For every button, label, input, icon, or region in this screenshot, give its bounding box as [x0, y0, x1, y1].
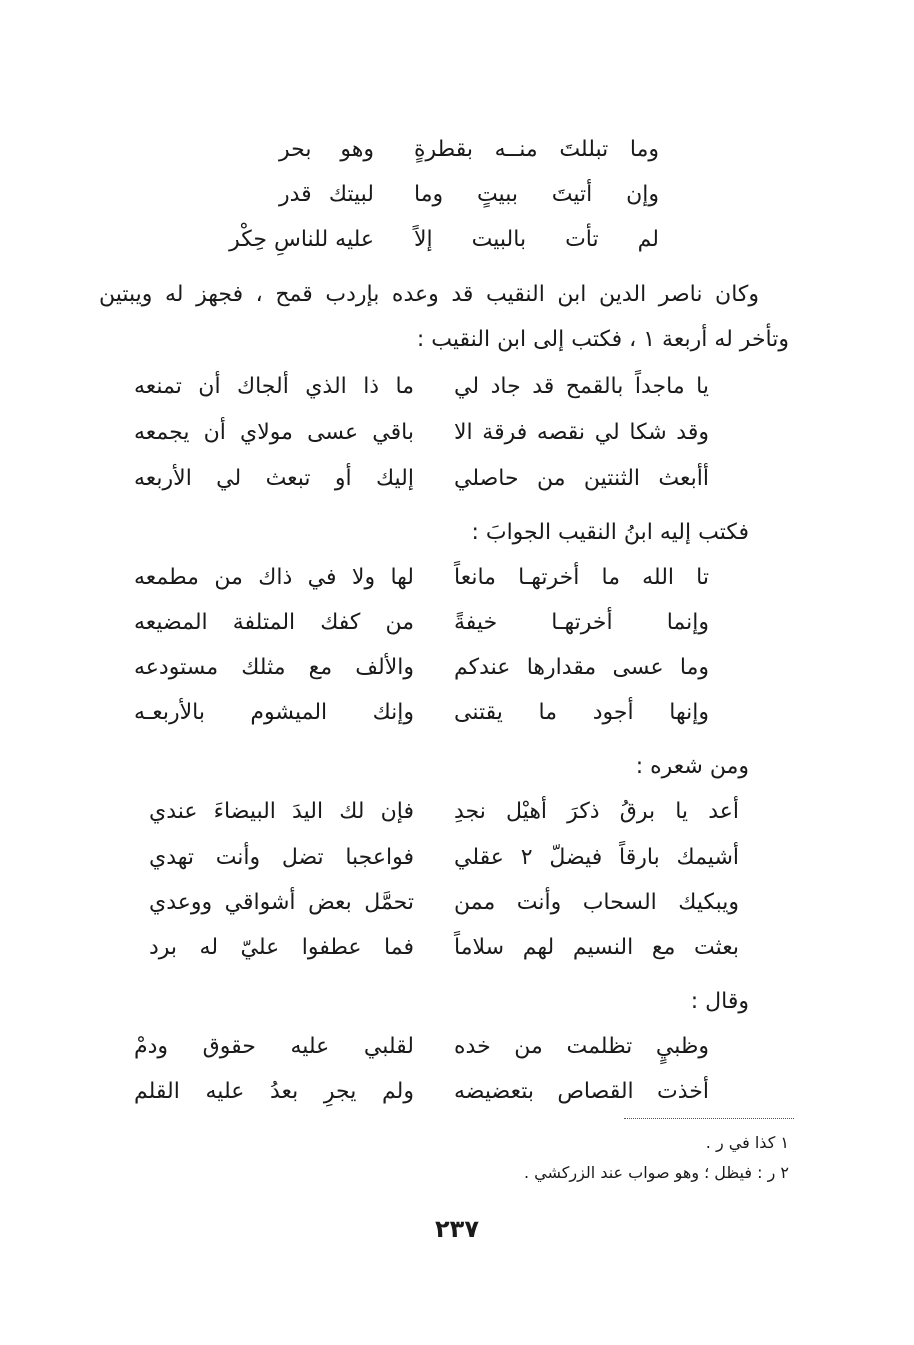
prose-paragraph-line: وتأخر له أربعة ١ ، فكتب إلى ابن النقيب : [416, 327, 789, 352]
prose-paragraph-line: وقال : [690, 989, 749, 1014]
verse-hemistich-second: لقلبي عليه حقوق ودمْ [134, 1034, 414, 1059]
verse-hemistich-first: أعد يا برقُ ذكرَ أهيْل نجدِ [454, 799, 739, 824]
verse-hemistich-first: بعثت مع النسيم لهم سلاماً [454, 935, 739, 960]
verse-hemistich-second: والألف مع مثلك مستودعه [134, 655, 414, 680]
verse-hemistich-second: فواعجبا تضل وأنت تهدي [149, 845, 414, 870]
verse-hemistich-second: ولم يجرِ بعدُ عليه القلم [134, 1079, 414, 1104]
verse-line [149, 797, 739, 827]
verse-hemistich-second: عليه للناسِ حِكْر [229, 227, 374, 252]
verse-line [134, 698, 709, 728]
footnote: ١ كذا في ر . [705, 1133, 789, 1152]
verse-hemistich-first: أشيمك بارقاً فيضلّ ٢ عقلي [454, 845, 739, 870]
verse-hemistich-first: وما عسى مقدارها عندكم [454, 655, 709, 680]
verse-line [149, 933, 739, 963]
prose-paragraph-line: وكان ناصر الدين ابن النقيب قد وعده بإردب قمح ، فجهز له ويبتين [99, 282, 759, 307]
verse-hemistich-second: باقي عسى مولاي أن يجمعه [134, 420, 414, 445]
verse-hemistich-first: وإنها أجود ما يقتنى [454, 700, 709, 725]
verse-hemistich-first: تا الله ما أخرتهـا مانعاً [454, 565, 709, 590]
verse-hemistich-first: وإنما أخرتهـا خيفةً [454, 610, 709, 635]
verse-line [134, 563, 709, 593]
footnote: ٢ ر : فيظل ؛ وهو صواب عند الزركشي . [523, 1163, 789, 1182]
verse-hemistich-second: فإن لك اليدَ البيضاءَ عندي [149, 799, 414, 824]
verse-hemistich-second: تحمَّل بعض أشواقي ووعدي [149, 890, 414, 915]
verse-line [134, 653, 709, 683]
verse-line [149, 888, 739, 918]
verse-hemistich-second: إليك أو تبعث لي الأربعه [134, 466, 414, 491]
verse-line [229, 225, 659, 255]
verse-hemistich-first: أأبعث الثنتين من حاصلي [454, 466, 709, 491]
verse-line [134, 608, 709, 638]
verse-hemistich-first: وقد شكا لي نقصه فرقة الا [454, 420, 709, 445]
verse-hemistich-second: من كفك المتلفة المضيعه [134, 610, 414, 635]
prose-paragraph-line: فكتب إليه ابنُ النقيب الجوابَ : [471, 520, 749, 545]
verse-hemistich-first: وإن أتيتَ ببيتٍ وما [414, 182, 659, 207]
verse-hemistich-first: وظبيٍ تظلمت من خده [454, 1034, 709, 1059]
prose-paragraph-line: ومن شعره : [635, 754, 749, 779]
footnote-divider [624, 1118, 794, 1119]
verse-hemistich-second: لها ولا في ذاك من مطمعه [134, 565, 414, 590]
verse-hemistich-first: أخذت القصاص بتعضيضه [454, 1079, 709, 1104]
verse-line [134, 418, 709, 448]
verse-line [134, 372, 709, 402]
verse-hemistich-second: وإنك الميشوم بالأربعـه [134, 700, 414, 725]
verse-line [149, 843, 739, 873]
verse-hemistich-first: يا ماجداً بالقمح قد جاد لي [454, 374, 709, 399]
verse-hemistich-second: لبيتك قدر [279, 182, 374, 207]
verse-hemistich-first: وما تبللتَ منــه بقطرةٍ [414, 137, 659, 162]
verse-line [134, 464, 709, 494]
verse-line [279, 135, 659, 165]
verse-hemistich-second: ما ذا الذي ألجاك أن تمنعه [134, 374, 414, 399]
verse-hemistich-second: وهو بحر [279, 137, 374, 162]
verse-line [279, 180, 659, 210]
verse-hemistich-first: لم تأت بالبيت إلاً [414, 227, 659, 252]
page-number: ٢٣٧ [435, 1215, 479, 1243]
verse-line [134, 1077, 709, 1107]
verse-hemistich-first: ويبكيك السحاب وأنت ممن [454, 890, 739, 915]
verse-line [134, 1032, 709, 1062]
verse-hemistich-second: فما عطفوا عليّ له برد [149, 935, 414, 960]
